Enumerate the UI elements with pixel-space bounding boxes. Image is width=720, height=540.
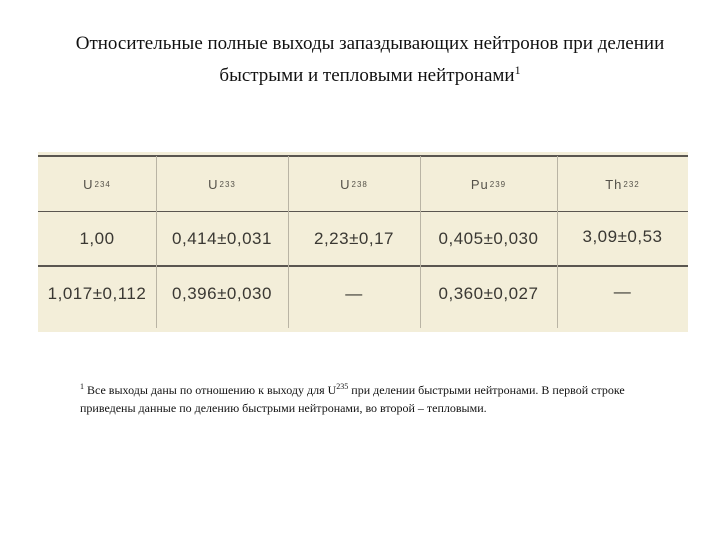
footnote-mark: 1	[80, 382, 84, 391]
header-isotope: 233	[219, 179, 236, 189]
header-element: U	[83, 176, 94, 192]
title-line-2-text: быстрыми и тепловыми нейтронами	[219, 65, 515, 86]
header-isotope: 234	[94, 179, 111, 189]
table-rule-header	[38, 211, 688, 212]
table-cell: 0,414±0,031	[172, 229, 272, 248]
footnote-isotope: 235	[336, 382, 349, 391]
header-element: Pu	[470, 176, 489, 192]
header-pu239	[420, 166, 557, 202]
table-cell: —	[345, 284, 363, 303]
footnote-text-after: при делении быстрыми нейтронами. В первой строке приведены данные по делению быстрыми нейтронами, во второй – тепловыми.	[80, 383, 625, 415]
title-line-2	[40, 57, 700, 89]
table-cell: 3,09±0,53	[582, 227, 663, 246]
header-isotope: 238	[351, 179, 368, 189]
table-cell: 0,360±0,027	[438, 284, 539, 303]
header-element: U	[208, 176, 219, 192]
table-cell: 1,017±0,112	[47, 284, 147, 303]
header-u233	[156, 166, 288, 202]
header-u234	[38, 166, 156, 202]
header-element: U	[340, 176, 351, 192]
scanned-table	[38, 152, 688, 332]
table-rule-top	[38, 155, 688, 157]
table-cell: 0,396±0,030	[172, 284, 272, 303]
footnote	[80, 378, 660, 417]
table-cell: 2,23±0,17	[313, 229, 394, 248]
table-rule-middle	[38, 265, 688, 267]
header-element: Th	[605, 176, 623, 192]
header-isotope: 232	[623, 179, 640, 189]
header-isotope: 239	[489, 179, 507, 189]
header-u238	[288, 166, 420, 202]
header-th232	[557, 166, 688, 202]
title-line-1: Относительные полные выходы запаздывающих нейтронов при делении	[75, 33, 665, 54]
slide-title	[40, 30, 700, 89]
title-footnote-mark: 1	[514, 63, 521, 77]
table-cell: 0,405±0,030	[438, 229, 539, 248]
table-cell: 1,00	[79, 229, 115, 248]
table-cell: —	[613, 282, 632, 301]
footnote-text-before: Все выходы даны по отношению к выходу для U	[84, 383, 337, 397]
